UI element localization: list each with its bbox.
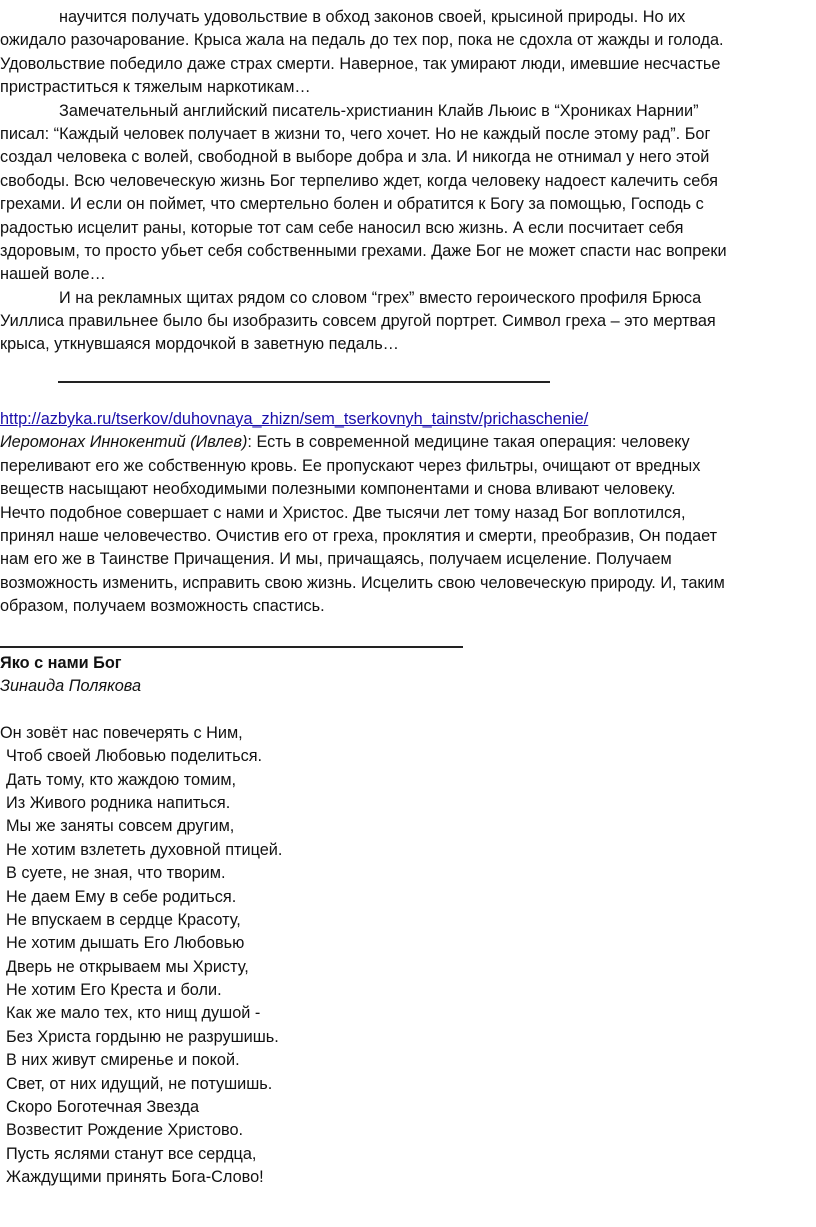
text-line: писал: “Каждый человек получает в жизни то, чего хочет. Но не каждый после этому рад”. Бог <box>0 124 711 143</box>
text-line: свободы. Всю человеческую жизнь Бог терпеливо ждет, когда человеку надоест калечить себя <box>0 171 718 190</box>
section-1-paragraphs <box>0 6 816 357</box>
text-line: грехами. И если он поймет, что смертельно болен и обратится к Богу за помощью, Господь с <box>0 195 704 214</box>
text-line: ожидало разочарование. Крыса жала на педаль до тех пор, пока не сдохла от жажды и голода. <box>0 31 724 50</box>
source-link[interactable]: http://azbyka.ru/tserkov/duhovnaya_zhizn/sem_tserkovnyh_tainstv/prichaschenie/ <box>0 410 589 428</box>
text-line: пристраститься к тяжелым наркотикам… <box>0 78 311 97</box>
text-line: Нечто подобное совершает с нами и Христос. Две тысячи лет тому назад Бог воплотился, <box>0 503 686 522</box>
poem-line: Скоро Боготечная Звезда <box>6 1098 200 1117</box>
separator-line <box>0 646 463 648</box>
text-line: переливают его же собственную кровь. Ее пропускают через фильтры, очищают от вредных <box>0 456 701 475</box>
text-line: нашей воле… <box>0 265 106 284</box>
text-line: здоровым, то просто убьет себя собственными грехами. Даже Бог не может спасти нас вопреки <box>0 241 727 260</box>
poem-author: Зинаида Полякова <box>0 677 142 696</box>
text-line: возможность изменить, исправить свою жизнь. Исцелить свою человеческую природу. И, таким <box>0 573 725 592</box>
poem <box>0 652 816 1190</box>
poem-line: Как же мало тех, кто нищ душой - <box>6 1004 261 1023</box>
poem-line: Он зовёт нас повечерять с Ним, <box>0 723 243 742</box>
poem-line: Мы же заняты совсем другим, <box>6 817 235 836</box>
text-line: радостью исцелит раны, которые тот сам себе наносил всю жизнь. А если посчитает себя <box>0 218 684 237</box>
poem-line: Не хотим взлететь духовной птицей. <box>6 840 283 859</box>
poem-line: В них живут смиренье и покой. <box>6 1051 240 1070</box>
text-line: нам его же в Таинстве Причащения. И мы, причащаясь, получаем исцеление. Получаем <box>0 550 672 569</box>
text-line: Замечательный английский писатель-христианин Клайв Льюис в “Хрониках Нарнии” <box>59 101 699 120</box>
section-2 <box>0 408 816 619</box>
separator-line <box>58 381 550 383</box>
text-line: научится получать удовольствие в обход законов своей, крысиной природы. Но их <box>59 8 686 26</box>
poem-line: Дверь не открываем мы Христу, <box>6 957 249 976</box>
text-line: веществ насыщают необходимыми полезными компонентами и снова вливают человеку. <box>0 480 676 499</box>
poem-line: Не хотим дышать Его Любовью <box>6 934 245 953</box>
text-line: И на рекламных щитах рядом со словом “грех” вместо героического профиля Брюса <box>59 288 702 307</box>
text-line: : Есть в современной медицине такая операция: человеку <box>247 433 690 452</box>
poem-line: Пусть яслями станут все сердца, <box>6 1144 257 1163</box>
text-line: образом, получаем возможность спастись. <box>0 597 325 616</box>
poem-line: Из Живого родника напиться. <box>6 793 231 812</box>
text-line: Уиллиса правильнее было бы изобразить совсем другой портрет. Символ греха – это мертвая <box>0 312 716 331</box>
poem-line: Не хотим Его Креста и боли. <box>6 981 222 1000</box>
poem-line: Не даем Ему в себе родиться. <box>6 887 237 906</box>
text-line: создал человека с волей, свободной в выборе добра и зла. И никогда не отнимал у него этой <box>0 148 710 167</box>
poem-title: Яко с нами Бог <box>0 654 122 672</box>
quote-author: Иеромонах Иннокентий (Ивлев) <box>0 433 248 452</box>
poem-line: Дать тому, кто жаждою томим, <box>6 770 237 789</box>
text-line: принял наше человечество. Очистив его от греха, проклятия и смерти, преобразив, Он подает <box>0 526 718 545</box>
poem-line: Возвестит Рождение Христово. <box>6 1121 244 1140</box>
poem-line: Без Христа гордыню не разрушишь. <box>6 1027 279 1046</box>
text-line: крыса, уткнувшаяся мордочкой в заветную педаль… <box>0 335 399 354</box>
poem-line: В суете, не зная, что творим. <box>6 864 226 883</box>
text-line: Удовольствие победило даже страх смерти. Наверное, так умирают люди, имевшие несчастье <box>0 54 721 73</box>
poem-line: Не впускаем в сердце Красоту, <box>6 910 241 929</box>
poem-line: Жаждущими принять Бога-Слово! <box>6 1168 264 1187</box>
poem-line: Свет, от них идущий, не потушишь. <box>6 1074 273 1093</box>
poem-line: Чтоб своей Любовью поделиться. <box>6 747 263 766</box>
